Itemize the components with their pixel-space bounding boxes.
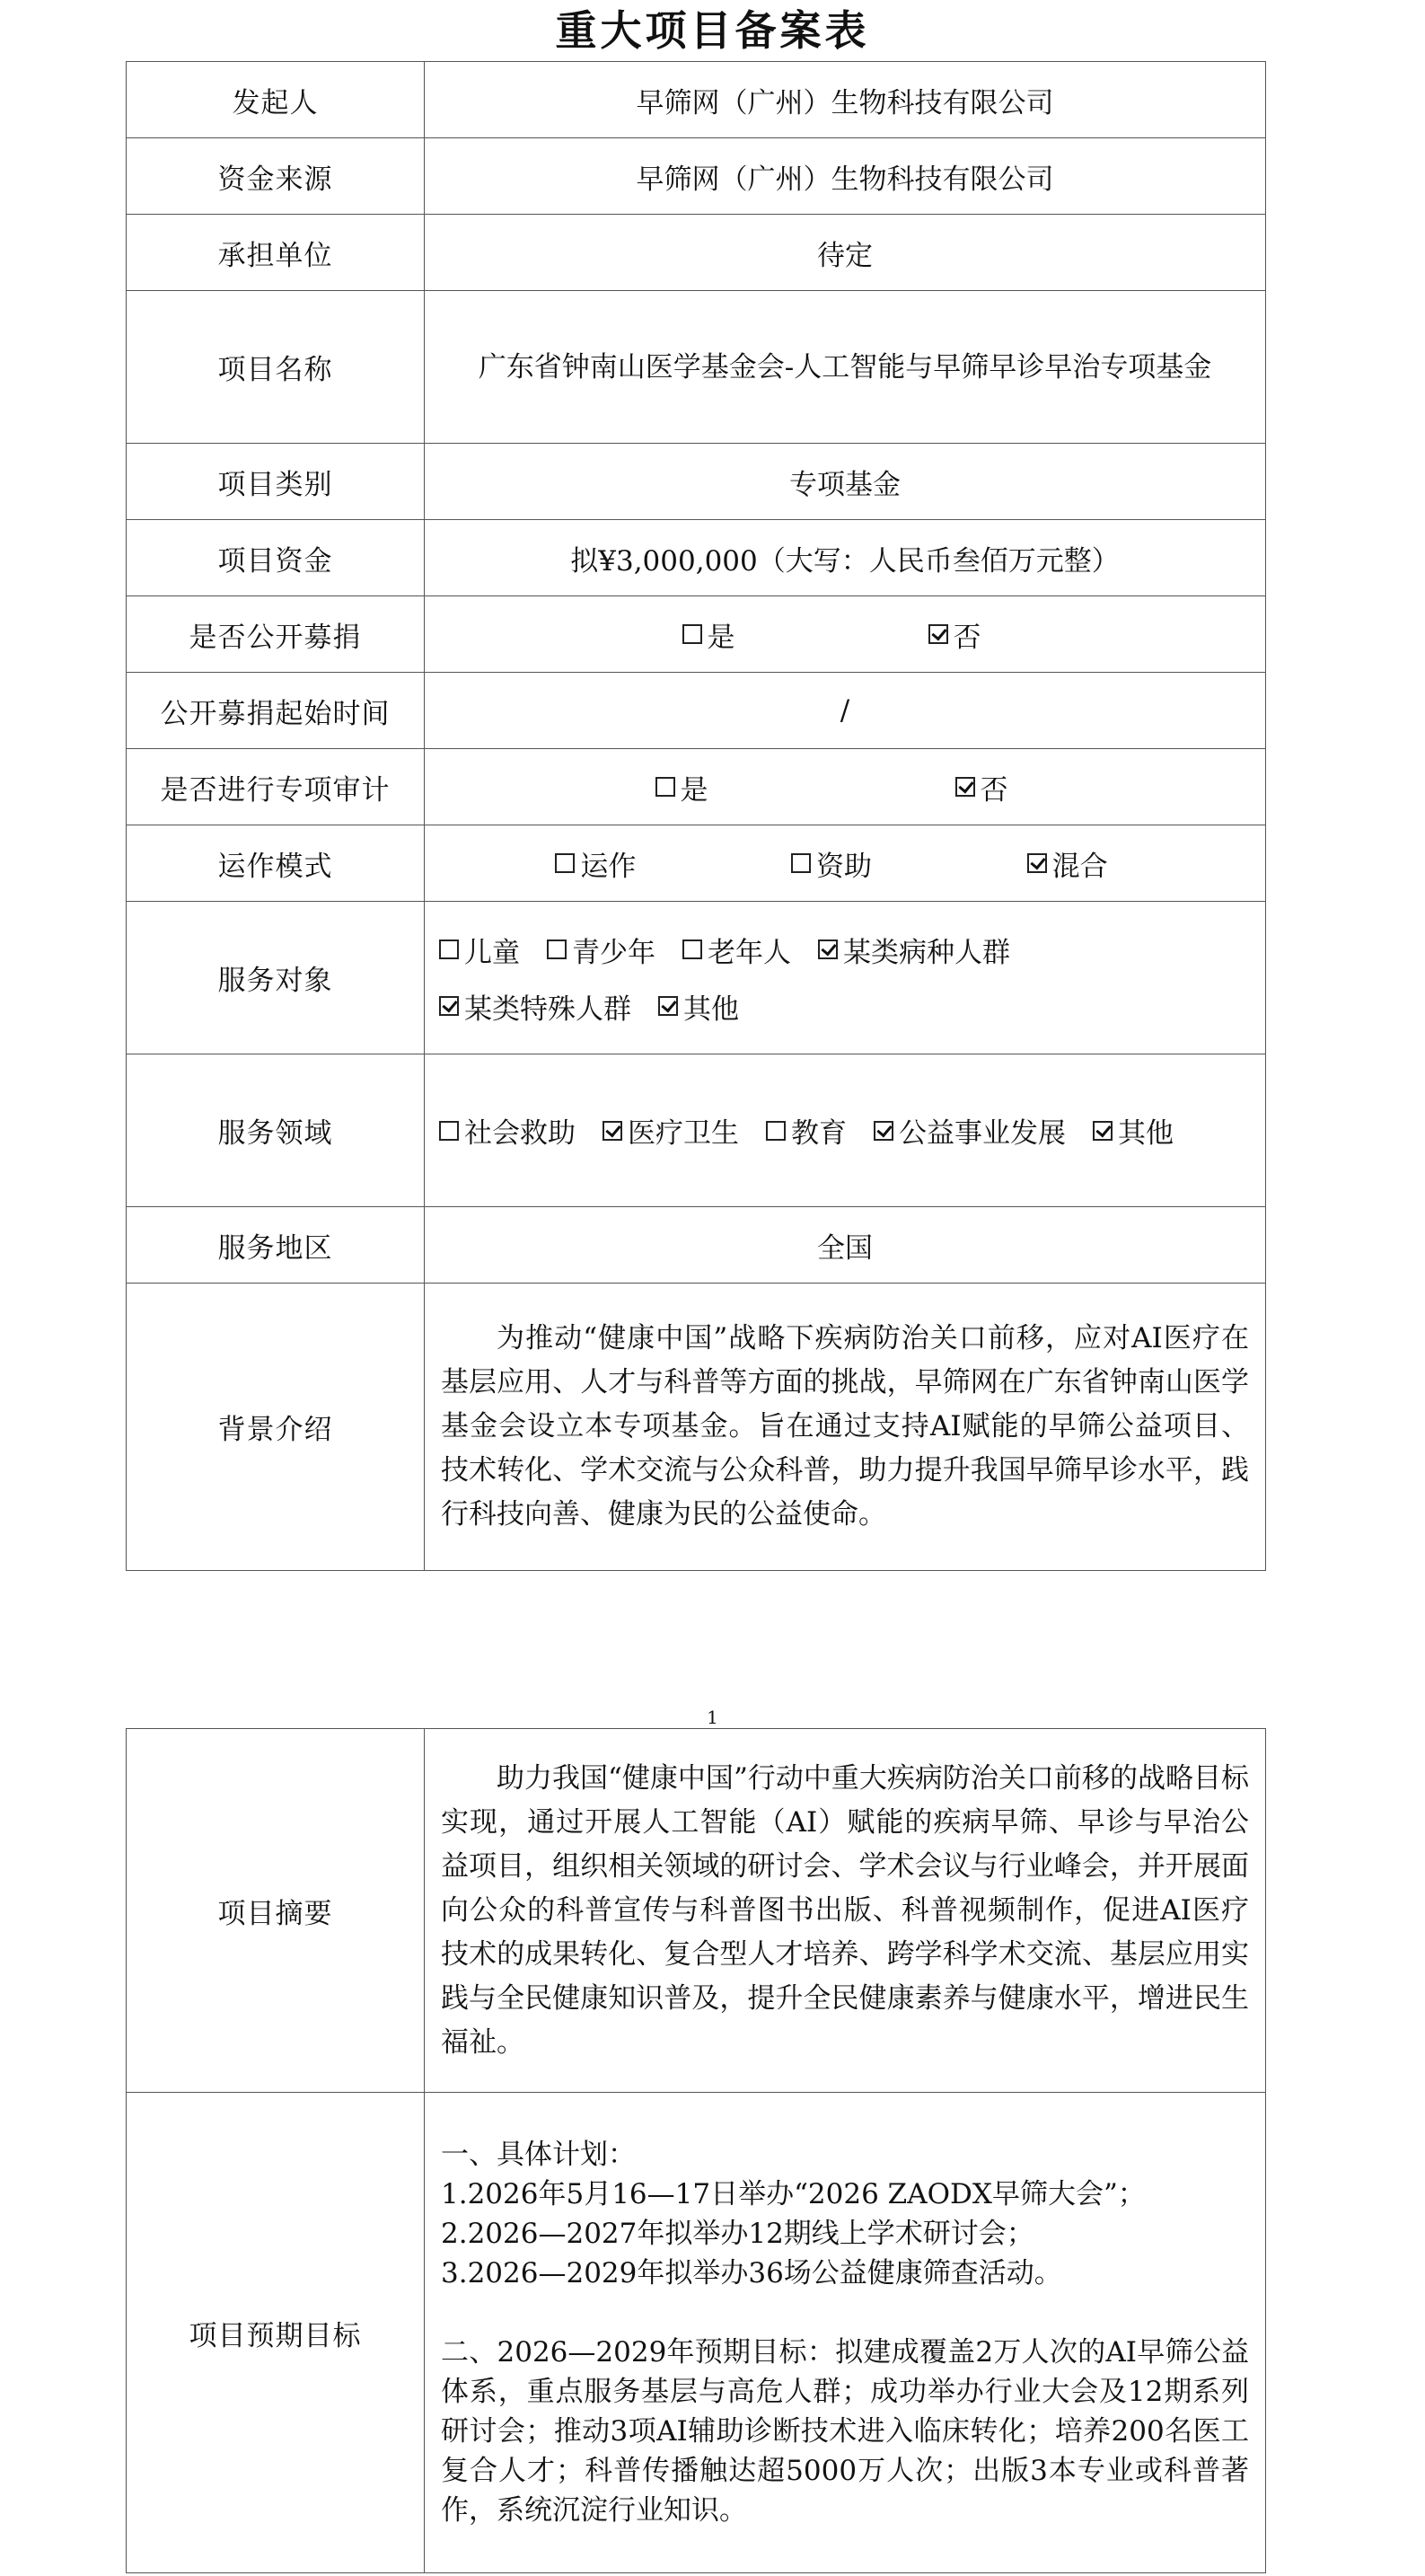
fundraising-start-value: / — [425, 673, 1266, 749]
background-cell — [425, 1284, 1266, 1571]
record-table-continued — [126, 1728, 1266, 2573]
row-service-fields — [127, 1054, 1266, 1207]
service-fields-label: 服务领域 — [127, 1054, 425, 1207]
fundraising-start-label: 公开募捐起始时间 — [127, 673, 425, 749]
operation-mode-label: 运作模式 — [127, 825, 425, 902]
page-title: 重大项目备案表 — [555, 6, 870, 55]
summary-cell — [425, 1729, 1266, 2093]
undertaker-label: 承担单位 — [127, 215, 425, 291]
checkbox-unchecked-icon[interactable] — [655, 777, 675, 797]
checkbox-unchecked-icon[interactable] — [439, 940, 459, 959]
option-social-relief[interactable] — [439, 1110, 576, 1151]
page-number: 1 — [707, 1707, 718, 1728]
service-region-value: 全国 — [425, 1207, 1266, 1284]
option-label: 公益事业发展 — [899, 1117, 1066, 1150]
checkbox-unchecked-icon[interactable] — [555, 853, 575, 873]
row-goals — [127, 2093, 1266, 2573]
option-disease-group[interactable] — [818, 930, 1010, 970]
plan-item: 1.2026年5月16—17日举办“2026 ZAODX早筛大会”； — [441, 2178, 1146, 2210]
option-public-welfare[interactable] — [874, 1110, 1066, 1151]
checkbox-checked-icon[interactable] — [439, 996, 459, 1016]
checkbox-checked-icon[interactable] — [1027, 853, 1047, 873]
option-fund[interactable] — [791, 843, 872, 884]
service-targets-label: 服务对象 — [127, 902, 425, 1054]
goals-content — [437, 2131, 1253, 2534]
option-label: 否 — [980, 773, 1008, 807]
option-label: 混合 — [1051, 850, 1108, 883]
option-operate[interactable] — [555, 843, 636, 884]
checkbox-unchecked-icon[interactable] — [547, 940, 567, 959]
option-youth[interactable] — [547, 930, 655, 970]
special-audit-label: 是否进行专项审计 — [127, 749, 425, 825]
project-name-label: 项目名称 — [127, 291, 425, 444]
option-children[interactable] — [439, 930, 520, 970]
service-region-label: 服务地区 — [127, 1207, 425, 1284]
row-service-targets — [127, 902, 1266, 1054]
option-education[interactable] — [766, 1110, 847, 1151]
funding-source-value: 早筛网（广州）生物科技有限公司 — [425, 138, 1266, 215]
option-yes[interactable] — [655, 767, 708, 807]
row-service-region — [127, 1207, 1266, 1284]
option-mixed[interactable] — [1027, 843, 1108, 884]
spacer — [441, 2293, 1249, 2333]
option-yes[interactable] — [682, 614, 735, 655]
project-category-label: 项目类别 — [127, 444, 425, 520]
checkbox-unchecked-icon[interactable] — [682, 624, 702, 644]
row-background — [127, 1284, 1266, 1571]
record-table — [126, 61, 1266, 1571]
row-project-funds — [127, 520, 1266, 596]
option-label: 教育 — [791, 1117, 847, 1150]
row-funding-source — [127, 138, 1266, 215]
option-label: 运作 — [580, 850, 637, 883]
row-public-fundraising — [127, 596, 1266, 673]
option-label: 其他 — [1118, 1117, 1174, 1150]
goals-label: 项目预期目标 — [127, 2093, 425, 2573]
option-label: 某类病种人群 — [843, 936, 1010, 969]
checkbox-unchecked-icon[interactable] — [439, 1121, 459, 1141]
initiator-value: 早筛网（广州）生物科技有限公司 — [425, 62, 1266, 138]
option-healthcare[interactable] — [603, 1110, 739, 1151]
option-label: 资助 — [815, 850, 872, 883]
background-text: 为推动“健康中国”战略下疾病防治关口前移，应对AI医疗在基层应用、人才与科普等方面的挑战，早筛网在广东省钟南山医学基金会设立本专项基金。旨在通过支持AI赋能的早筛公益项目、技术转化、学术交流与公众科普，助力提升我国早筛早诊水平，践行科技向善、健康为民的公益使命。 — [441, 1322, 1249, 1531]
summary-label: 项目摘要 — [127, 1729, 425, 2093]
option-other[interactable] — [1093, 1110, 1174, 1151]
plan-item: 3.2026—2029年拟举办36场公益健康筛查活动。 — [441, 2257, 1062, 2289]
checkbox-checked-icon[interactable] — [603, 1121, 622, 1141]
option-label: 医疗卫生 — [628, 1117, 739, 1150]
checkbox-checked-icon[interactable] — [874, 1121, 893, 1141]
checkbox-checked-icon[interactable] — [818, 940, 838, 959]
project-category-value: 专项基金 — [425, 444, 1266, 520]
plan-heading: 一、具体计划： — [441, 2139, 636, 2171]
option-special-group[interactable] — [439, 986, 631, 1027]
row-project-name — [127, 291, 1266, 444]
checkbox-unchecked-icon[interactable] — [791, 853, 811, 873]
row-project-category — [127, 444, 1266, 520]
project-funds-value: 拟¥3,000,000（大写：人民币叁佰万元整） — [425, 520, 1266, 596]
checkbox-checked-icon[interactable] — [955, 777, 975, 797]
public-fundraising-label: 是否公开募捐 — [127, 596, 425, 673]
checkbox-unchecked-icon[interactable] — [766, 1121, 786, 1141]
operation-mode-cell — [425, 825, 1266, 902]
service-fields-options — [439, 1110, 1251, 1151]
option-label: 是 — [680, 773, 708, 807]
checkbox-checked-icon[interactable] — [658, 996, 678, 1016]
plan-item: 2.2026—2027年拟举办12期线上学术研讨会； — [441, 2218, 1034, 2250]
service-fields-cell — [425, 1054, 1266, 1207]
option-label: 是 — [707, 621, 735, 654]
row-undertaker — [127, 215, 1266, 291]
row-initiator — [127, 62, 1266, 138]
project-name-value: 广东省钟南山医学基金会-人工智能与早筛早诊早治专项基金 — [425, 291, 1266, 444]
special-audit-cell — [425, 749, 1266, 825]
option-no[interactable] — [928, 614, 981, 655]
service-targets-cell — [425, 902, 1266, 1054]
public-fundraising-options — [437, 614, 1253, 655]
targets-text: 二、2026—2029年预期目标：拟建成覆盖2万人次的AI早筛公益体系，重点服务基层与高危人群；成功举办行业大会及12期系列研讨会；推动3项AI辅助诊断技术进入临床转化；培养200名医工复合人才；科普传播触达超5000万人次；出版3本专业或科普著作，系统沉淀行业知识。 — [441, 2336, 1249, 2527]
row-fundraising-start — [127, 673, 1266, 749]
option-no[interactable] — [955, 767, 1008, 807]
funding-source-label: 资金来源 — [127, 138, 425, 215]
row-special-audit — [127, 749, 1266, 825]
background-label: 背景介绍 — [127, 1284, 425, 1571]
operation-mode-options — [437, 843, 1253, 884]
row-operation-mode — [127, 825, 1266, 902]
option-elderly[interactable] — [682, 930, 791, 970]
option-label: 某类特殊人群 — [464, 992, 631, 1026]
goals-cell — [425, 2093, 1266, 2573]
checkbox-checked-icon[interactable] — [1093, 1121, 1113, 1141]
option-other[interactable] — [658, 986, 739, 1027]
special-audit-options — [437, 767, 1253, 807]
option-label: 其他 — [683, 992, 739, 1026]
public-fundraising-cell — [425, 596, 1266, 673]
option-label: 老年人 — [708, 936, 791, 969]
checkbox-unchecked-icon[interactable] — [682, 940, 702, 959]
option-label: 社会救助 — [464, 1117, 576, 1150]
undertaker-value: 待定 — [425, 215, 1266, 291]
option-label: 青少年 — [572, 936, 655, 969]
row-summary — [127, 1729, 1266, 2093]
summary-text: 助力我国“健康中国”行动中重大疾病防治关口前移的战略目标实现，通过开展人工智能（AI）赋能的疾病早筛、早诊与早治公益项目，组织相关领域的研讨会、学术会议与行业峰会，并开展面向公众的科普宣传与科普图书出版、科普视频制作，促进AI医疗技术的成果转化、复合型人才培养、跨学科学术交流、基层应用实践与全民健康知识普及，提升全民健康素养与健康水平，增进民生福祉。 — [441, 1761, 1249, 2059]
option-label: 儿童 — [464, 936, 520, 969]
initiator-label: 发起人 — [127, 62, 425, 138]
service-targets-options — [439, 930, 1251, 1027]
checkbox-checked-icon[interactable] — [928, 624, 948, 644]
project-funds-label: 项目资金 — [127, 520, 425, 596]
option-label: 否 — [953, 621, 981, 654]
